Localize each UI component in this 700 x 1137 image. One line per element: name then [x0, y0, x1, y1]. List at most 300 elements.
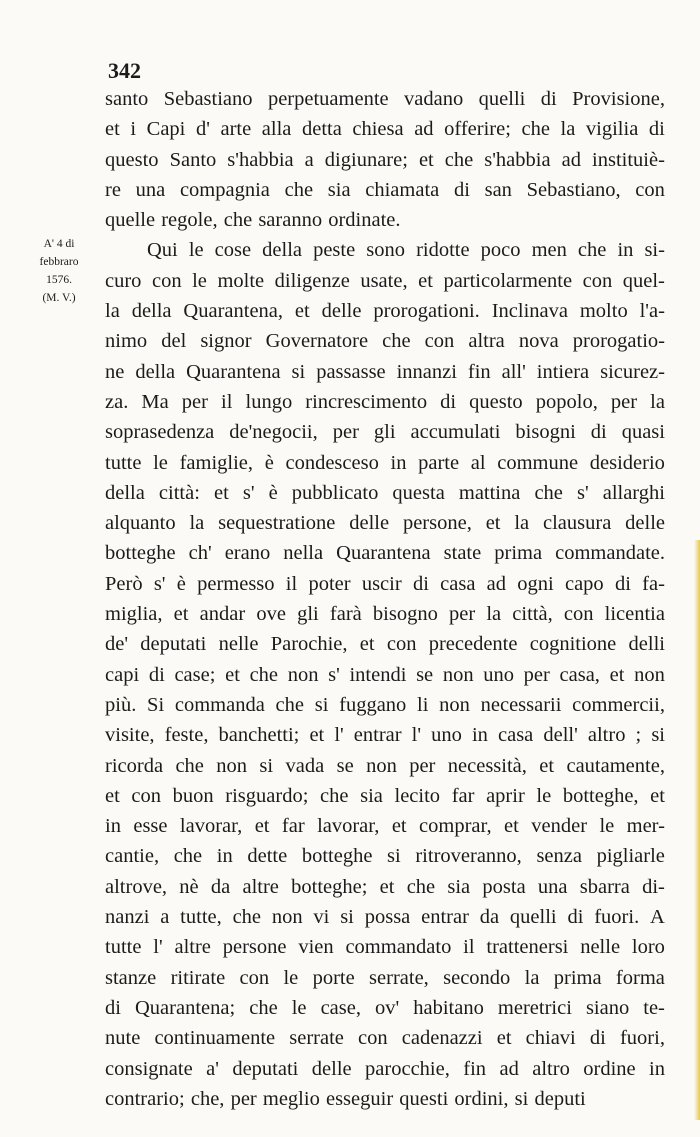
word: che — [249, 996, 278, 1019]
word: che — [577, 239, 607, 262]
word: comprar, — [419, 815, 492, 838]
word: l' — [411, 724, 422, 747]
text-line — [105, 84, 665, 114]
word: se — [416, 663, 434, 686]
word: in — [617, 239, 634, 262]
word: esseguir — [325, 1087, 394, 1110]
margin-note-line: A' 4 di — [43, 238, 75, 250]
word: bisogno — [372, 603, 438, 626]
text-line — [105, 357, 665, 387]
word: ad — [414, 118, 434, 141]
word: le — [599, 815, 615, 838]
word: Si — [147, 693, 165, 716]
word: instituiè- — [592, 148, 665, 171]
word: meretrici — [497, 996, 572, 1019]
text-line — [105, 1054, 665, 1084]
word: nella — [283, 542, 324, 565]
word: prima — [553, 966, 602, 989]
word: pigliarle — [596, 845, 665, 868]
word: farà — [329, 603, 362, 626]
word: fin — [467, 360, 491, 383]
word: Quarantena — [336, 542, 431, 565]
word: uno — [431, 724, 462, 747]
word: particolarmente — [443, 269, 573, 292]
word: serrate, — [369, 966, 429, 989]
word: commanda — [174, 693, 265, 716]
word: non — [216, 754, 248, 777]
word: quelli — [509, 906, 557, 929]
word: san — [484, 178, 512, 201]
word: lungo — [245, 390, 293, 413]
word: di — [453, 178, 470, 201]
word: andar — [199, 603, 246, 626]
word: lavorar, — [317, 815, 380, 838]
word: nute — [105, 1027, 141, 1050]
word: popolo, — [535, 390, 598, 413]
text-line — [105, 175, 665, 205]
word: Provisione, — [572, 88, 665, 110]
word: parocchie, — [365, 1057, 450, 1080]
word: le — [153, 451, 168, 474]
word: la — [189, 512, 205, 535]
word: che — [534, 481, 563, 504]
word: quelli — [478, 88, 526, 110]
word: feste, — [164, 724, 209, 747]
word: è — [264, 451, 274, 474]
word: chiavi — [525, 1027, 576, 1050]
word: vi — [313, 906, 330, 929]
word: far — [451, 784, 475, 807]
word: che — [232, 906, 262, 929]
word: esse — [133, 815, 168, 838]
word: botteghe — [301, 845, 373, 868]
word: et — [105, 118, 120, 141]
word: che — [249, 663, 279, 686]
word: far — [281, 815, 305, 838]
word: a — [160, 906, 170, 929]
word: de' — [105, 633, 129, 656]
word: molto — [579, 300, 628, 323]
text-line — [105, 751, 665, 781]
word: si — [387, 845, 401, 868]
word: di — [105, 996, 121, 1019]
word: offerire; — [444, 118, 511, 141]
word: altre — [174, 936, 211, 959]
word: vadano — [404, 88, 464, 110]
word: case; — [174, 663, 216, 686]
word: altre — [242, 875, 279, 898]
word: prorogatio- — [572, 330, 665, 353]
word: si — [291, 360, 306, 383]
word: Quarantena — [186, 360, 281, 383]
word: questo — [469, 390, 523, 413]
word: s'habbia — [484, 148, 551, 171]
word: per — [230, 1087, 257, 1110]
word: bisogni — [515, 421, 576, 444]
word: l' — [153, 936, 163, 959]
word: casa, — [559, 663, 600, 686]
word: si — [259, 754, 274, 777]
word: et — [225, 663, 240, 686]
word: s' — [153, 572, 166, 595]
word: necessità, — [447, 754, 527, 777]
word: sequestratione — [218, 512, 336, 535]
word: botteghe, — [562, 784, 639, 807]
margin-date-note — [22, 235, 96, 307]
word: siano — [585, 996, 630, 1019]
text-line — [105, 629, 665, 659]
word: non — [439, 693, 470, 716]
word: delli — [628, 633, 665, 656]
word: capi — [105, 663, 140, 686]
word: s' — [576, 481, 589, 504]
word: commandato — [345, 936, 452, 959]
word: delle — [321, 300, 362, 323]
word: commandate. — [555, 542, 665, 565]
word: questo — [105, 148, 159, 171]
word: Qui — [147, 239, 178, 262]
word: all' — [501, 360, 526, 383]
word: intendi — [349, 663, 407, 686]
word: per — [409, 754, 436, 777]
word: digiunare; — [324, 148, 408, 171]
text-line — [105, 872, 665, 902]
word: che — [173, 845, 203, 868]
word: sbarra — [579, 875, 630, 898]
word: casa — [498, 724, 534, 747]
word: con — [131, 784, 162, 807]
word: santo — [105, 88, 149, 110]
word: per — [449, 603, 476, 626]
text-line — [105, 145, 665, 175]
word: sono — [366, 239, 405, 262]
word: di — [148, 663, 165, 686]
word: Inclinava — [491, 300, 568, 323]
word: le — [192, 269, 207, 292]
word: ad — [561, 148, 581, 171]
word: che — [521, 118, 550, 141]
word: s'habbia — [227, 148, 294, 171]
word: il — [463, 936, 475, 959]
word: nimo — [105, 330, 148, 353]
word: quel- — [622, 269, 665, 292]
word: con — [239, 966, 270, 989]
word: che — [275, 693, 304, 716]
word: la — [560, 118, 576, 141]
word: saranno — [258, 209, 323, 232]
word: lecito — [394, 784, 441, 807]
text-line — [105, 1084, 665, 1114]
word: innanzi — [396, 360, 457, 383]
word: prima — [494, 542, 543, 565]
word: con — [582, 269, 613, 292]
word: uno — [483, 663, 514, 686]
word: botteghe — [105, 542, 176, 565]
word: quasi — [621, 421, 665, 444]
word: le — [283, 966, 299, 989]
word: de'negocii, — [229, 421, 318, 444]
word: peste — [313, 239, 356, 262]
word: che — [223, 209, 253, 232]
word: fuori, — [619, 1027, 665, 1050]
word: di — [590, 421, 607, 444]
word: sia — [447, 875, 471, 898]
word: consignate — [105, 1057, 193, 1080]
word: con — [358, 1027, 388, 1050]
word: et — [539, 754, 555, 777]
word: Governatore — [265, 330, 369, 353]
word: capo — [564, 572, 604, 595]
word: alquanto — [105, 512, 176, 535]
word: l'a- — [639, 300, 665, 323]
text-line — [105, 902, 665, 932]
word: dette — [247, 845, 288, 868]
text-line — [105, 235, 665, 265]
word: state — [443, 542, 482, 565]
word: soprasedenza — [105, 421, 215, 444]
word: et — [379, 875, 395, 898]
word: possa — [364, 906, 411, 929]
word: ne — [105, 360, 125, 383]
word: pubblicato — [291, 481, 379, 504]
word: vien — [298, 936, 334, 959]
body-text — [105, 84, 665, 1114]
word: Quarantena, — [183, 300, 284, 323]
word: vigilia — [585, 118, 639, 141]
word: in — [649, 1057, 665, 1080]
word: gli — [297, 603, 319, 626]
text-line — [105, 569, 665, 599]
word: signor — [200, 330, 252, 353]
word: nanzi — [105, 906, 150, 929]
word: ov' — [375, 996, 400, 1019]
text-line — [105, 660, 665, 690]
word: per — [181, 390, 208, 413]
word: alla — [261, 118, 292, 141]
word: persone, — [402, 512, 472, 535]
word: nelle — [580, 936, 621, 959]
text-line — [105, 811, 665, 841]
word: che — [320, 784, 349, 807]
word: et — [213, 481, 229, 504]
word: Capi — [146, 118, 186, 141]
word: altro — [587, 724, 626, 747]
text-line — [105, 963, 665, 993]
word: persone — [222, 936, 287, 959]
word: case, — [320, 996, 361, 1019]
word: ordini, — [454, 1087, 509, 1110]
word: delle — [311, 1057, 352, 1080]
word: famiglie, — [179, 451, 254, 474]
text-line — [105, 841, 665, 871]
word: re — [105, 178, 121, 201]
word: s' — [242, 481, 255, 504]
word: di- — [642, 875, 665, 898]
word: se — [336, 754, 354, 777]
word: nè — [179, 875, 199, 898]
word: commercii, — [572, 693, 665, 716]
word: deputi — [534, 1087, 586, 1110]
word: molte — [217, 269, 265, 292]
word: Però — [105, 572, 143, 595]
word: gli — [373, 421, 396, 444]
word: del — [161, 330, 187, 353]
word: si — [651, 724, 665, 747]
word: i — [130, 118, 137, 141]
word: che — [382, 330, 411, 353]
word: Quarantena; — [135, 996, 236, 1019]
word: delle — [349, 512, 390, 535]
word: condesceso — [285, 451, 379, 474]
word: stanze — [105, 966, 157, 989]
word: ad — [486, 572, 507, 595]
margin-note-line: febbraro — [39, 256, 79, 268]
word: et — [418, 148, 434, 171]
word: ridotte — [416, 239, 470, 262]
word: passasse — [316, 360, 386, 383]
word: tutte — [105, 451, 142, 474]
word: si — [514, 1087, 529, 1110]
page-number: 342 — [108, 58, 141, 83]
word: questa — [392, 481, 445, 504]
text-line — [105, 1023, 665, 1053]
word: lavorar, — [179, 815, 243, 838]
word: in — [390, 451, 407, 474]
word: men — [531, 239, 567, 262]
word: poter — [308, 572, 351, 595]
word: città, — [512, 603, 553, 626]
word: fuggano — [339, 693, 407, 716]
word: che — [284, 178, 314, 201]
word: miglia, — [105, 603, 163, 626]
word: chiesa — [352, 118, 404, 141]
word: forma — [615, 966, 665, 989]
word: necessarii — [480, 693, 562, 716]
word: è — [268, 481, 278, 504]
word: con — [424, 330, 455, 353]
word: più. — [105, 693, 137, 716]
word: che, — [190, 1087, 225, 1110]
word: entrar — [421, 906, 469, 929]
word: desiderio — [589, 451, 665, 474]
word: A — [650, 906, 665, 929]
word: et — [650, 784, 665, 807]
word: ove — [256, 603, 286, 626]
word: commune — [497, 451, 579, 474]
word: di — [648, 118, 665, 141]
text-line — [105, 538, 665, 568]
word: con — [563, 603, 594, 626]
word: dell' — [543, 724, 578, 747]
word: questi — [399, 1087, 449, 1110]
word: ricorda — [105, 754, 164, 777]
word: permesso — [197, 572, 275, 595]
word: visite, — [105, 724, 155, 747]
word: altrove, — [105, 875, 168, 898]
word: cose — [214, 239, 252, 262]
word: ritirate — [170, 966, 226, 989]
word: che — [444, 148, 474, 171]
word: Sebastiano — [163, 88, 253, 110]
word: intiera — [536, 360, 590, 383]
word: la — [524, 966, 540, 989]
text-line — [105, 781, 665, 811]
word: è — [176, 572, 186, 595]
word: uscir — [361, 572, 402, 595]
text-line — [105, 690, 665, 720]
text-line — [105, 114, 665, 144]
word: licentia — [604, 603, 665, 626]
word: di — [412, 572, 429, 595]
text-line — [105, 417, 665, 447]
word: meglio — [262, 1087, 320, 1110]
word: et — [485, 512, 501, 535]
word: da — [479, 906, 500, 929]
word: li — [417, 693, 429, 716]
text-line — [105, 993, 665, 1023]
word: le — [536, 784, 552, 807]
word: chiamata — [365, 178, 440, 201]
word: aprir — [486, 784, 525, 807]
word: deputati — [232, 1057, 299, 1080]
word: tutte — [105, 936, 142, 959]
text-line — [105, 720, 665, 750]
word: sia — [327, 178, 351, 201]
word: perpetuamente — [267, 88, 389, 110]
margin-note-line: (M. V.) — [42, 292, 76, 304]
word: per — [332, 421, 359, 444]
word: la — [486, 603, 502, 626]
word: nova — [518, 330, 559, 353]
word: della — [131, 300, 172, 323]
word: cadenazzi — [401, 1027, 483, 1050]
word: et — [504, 815, 519, 838]
word: contrario; — [105, 1087, 185, 1110]
text-line — [105, 599, 665, 629]
word: sicurez- — [600, 360, 665, 383]
word: entrar — [353, 724, 402, 747]
margin-note-line: 1576. — [46, 274, 72, 286]
word: di — [540, 88, 557, 110]
word: da — [210, 875, 231, 898]
word: nelle — [218, 633, 259, 656]
word: et — [359, 633, 375, 656]
word: parte — [418, 451, 460, 474]
word: clausura — [543, 512, 612, 535]
word: si- — [644, 239, 665, 262]
word: prorogationi. — [373, 300, 480, 323]
word: ordine — [583, 1057, 636, 1080]
word: vada — [285, 754, 325, 777]
word: non — [271, 906, 303, 929]
word: habitano — [413, 996, 484, 1019]
word: s' — [328, 663, 340, 686]
word: non — [366, 754, 397, 777]
word: che — [406, 875, 436, 898]
word: si — [340, 906, 354, 929]
word: in — [471, 724, 488, 747]
word: con — [386, 633, 417, 656]
word: della — [262, 239, 303, 262]
word: ogni — [517, 572, 554, 595]
word: di — [440, 390, 457, 413]
word: tutte, — [180, 906, 222, 929]
word: et — [309, 724, 325, 747]
text-line — [105, 326, 665, 356]
word: con — [635, 178, 665, 201]
word: il — [285, 572, 298, 595]
word: za. — [105, 390, 129, 413]
